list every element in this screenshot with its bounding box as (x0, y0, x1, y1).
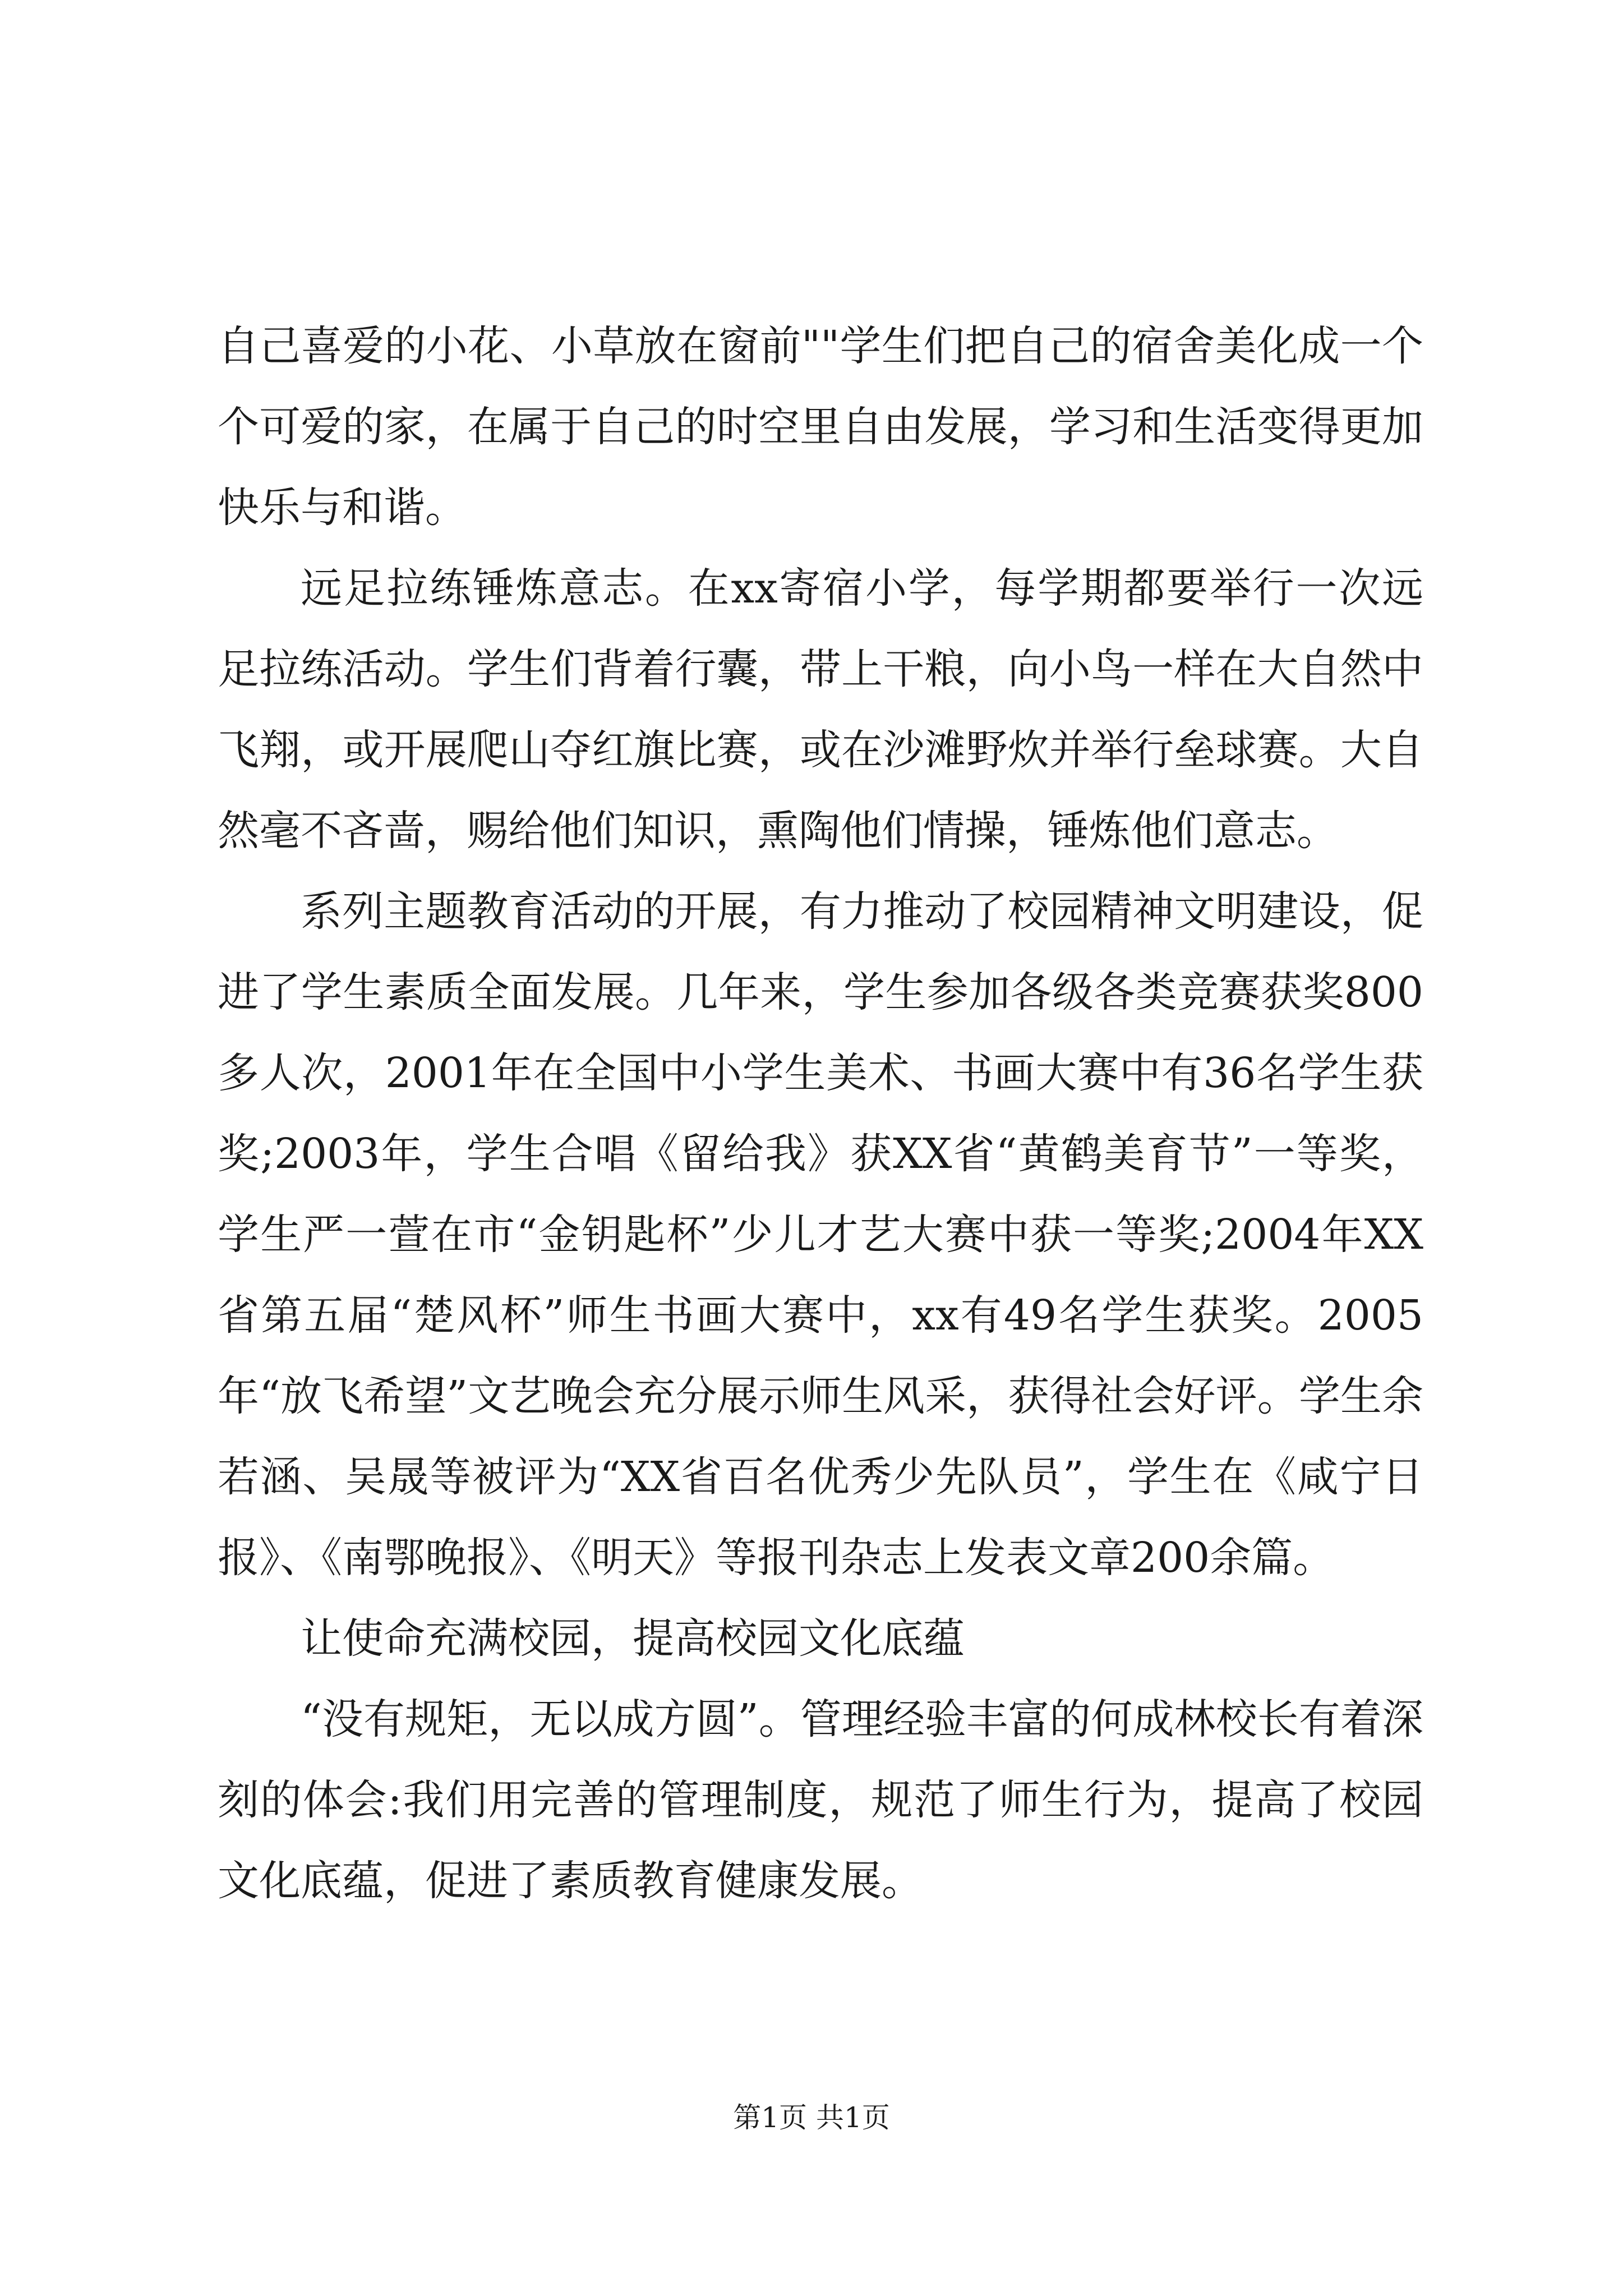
paragraph-achievements: 系列主题教育活动的开展，有力推动了校园精神文明建设，促进了学生素质全面发展。几年来，学生参加各级各类竞赛获奖800多人次，2001年在全国中小学生美术、书画大赛中有36名学生获奖;2003年，学生合唱《留给我》获XX省“黄鹤美育节”一等奖，学生严一萱在市“金钥匙杯”少儿才艺大赛中获一等奖;2004年XX省第五届“楚风杯”师生书画大赛中，xx有49名学生获奖。2005年“放飞希望”文艺晚会充分展示师生风采，获得社会好评。学生余若涵、吴晟等被评为“XX省百名优秀少先队员”，学生在《咸宁日报》、《南鄂晚报》、《明天》等报刊杂志上发表文章200余篇。 (218, 887, 1423, 1582)
paragraph-dormitory: 自己喜爱的小花、小草放在窗前""学生们把自己的宿舍美化成一个个可爱的家，在属于自己的时空里自由发展，学习和生活变得更加快乐与和谐。 (218, 322, 1423, 532)
paragraph-management: “没有规矩，无以成方圆”。管理经验丰富的何成林校长有着深刻的体会:我们用完善的管理制度，规范了师生行为，提高了校园文化底蕴，促进了素质教育健康发展。 (218, 1695, 1423, 1905)
document-body (218, 306, 1423, 1921)
paragraph-hiking: 远足拉练锤炼意志。在xx寄宿小学，每学期都要举行一次远足拉练活动。学生们背着行囊，带上干粮，向小鸟一样在大自然中飞翔，或开展爬山夺红旗比赛，或在沙滩野炊并举行垒球赛。大自然毫不吝啬，赐给他们知识，熏陶他们情操，锤炼他们意志。 (218, 564, 1423, 855)
page-footer: 第1页 共1页 (733, 2101, 890, 2134)
section-heading: 让使命充满校园，提高校园文化底蕴 (301, 1614, 965, 1663)
